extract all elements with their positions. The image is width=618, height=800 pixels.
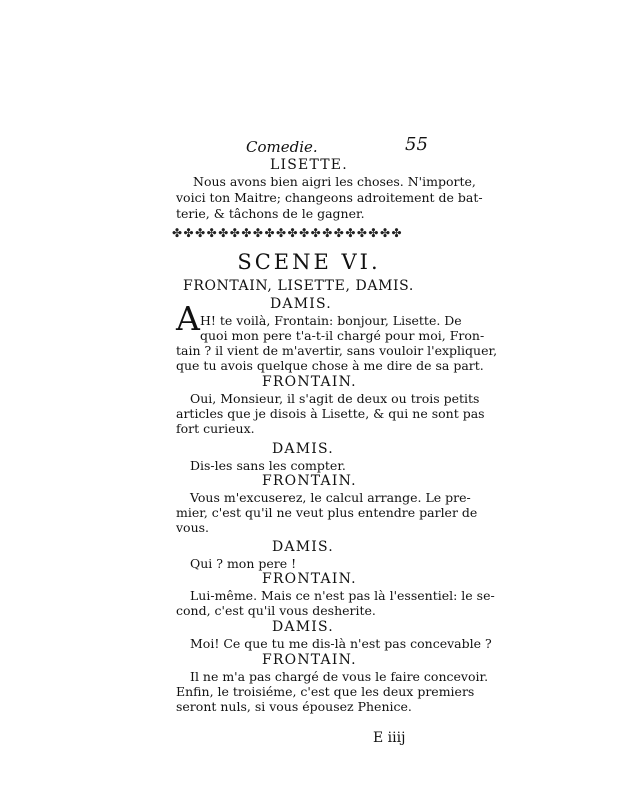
speaker-label: FRONTAIN. bbox=[262, 571, 357, 587]
speaker-label: DAMIS. bbox=[272, 619, 334, 635]
speaker-label: LISETTE. bbox=[270, 157, 348, 173]
text-line: voici ton Maitre; changeons adroitement de bat- bbox=[176, 190, 483, 205]
speaker-label: FRONTAIN. bbox=[262, 652, 357, 668]
text-line: Moi! Ce que tu me dis-là n'est pas concevable ? bbox=[190, 636, 492, 651]
text-line: vous. bbox=[176, 520, 210, 535]
page-number: 55 bbox=[405, 134, 428, 155]
speaker-label: DAMIS. bbox=[272, 441, 334, 457]
text-line: Il ne m'a pas chargé de vous le faire concevoir. bbox=[190, 669, 489, 684]
text-line: tain ? il vient de m'avertir, sans vouloir l'expliquer, bbox=[176, 343, 498, 358]
text-line: quoi mon pere t'a-t-il chargé pour moi, Fron- bbox=[200, 328, 485, 343]
speaker-label: FRONTAIN. bbox=[262, 374, 357, 390]
character-list: FRONTAIN, LISETTE, DAMIS. bbox=[183, 278, 414, 294]
speaker-label: DAMIS. bbox=[270, 296, 332, 312]
ornament-divider: ✤✤✤✤✤✤✤✤✤✤✤✤✤✤✤✤✤✤✤✤ bbox=[172, 226, 404, 240]
text-line: H! te voilà, Frontain: bonjour, Lisette. De bbox=[200, 313, 462, 328]
text-line: Vous m'excuserez, le calcul arrange. Le pre- bbox=[190, 490, 471, 505]
text-line: que tu avois quelque chose à me dire de sa part. bbox=[176, 358, 484, 373]
running-header: Comedie. bbox=[246, 138, 318, 156]
scene-title: SCENE VI. bbox=[237, 250, 381, 274]
text-line: articles que je disois à Lisette, & qui ne sont pas bbox=[176, 406, 485, 421]
speaker-label: DAMIS. bbox=[272, 539, 334, 555]
text-line: Oui, Monsieur, il s'agit de deux ou trois petits bbox=[190, 391, 480, 406]
text-line: cond, c'est qu'il vous desherite. bbox=[176, 603, 376, 618]
text-line: Lui-même. Mais ce n'est pas là l'essentiel: le se- bbox=[190, 588, 495, 603]
text-line: mier, c'est qu'il ne veut plus entendre parler de bbox=[176, 505, 478, 520]
drop-cap: A bbox=[176, 299, 200, 338]
text-line: seront nuls, si vous épousez Phenice. bbox=[176, 699, 412, 714]
text-line: Nous avons bien aigri les choses. N'importe, bbox=[193, 174, 476, 189]
text-line: fort curieux. bbox=[176, 421, 255, 436]
signature-mark: E iiij bbox=[373, 730, 406, 746]
text-line: terie, & tâchons de le gagner. bbox=[176, 206, 365, 221]
speaker-label: FRONTAIN. bbox=[262, 473, 357, 489]
text-line: Dis-les sans les compter. bbox=[190, 458, 346, 473]
text-line: Qui ? mon pere ! bbox=[190, 556, 297, 571]
text-line: Enfin, le troisiéme, c'est que les deux premiers bbox=[176, 684, 475, 699]
